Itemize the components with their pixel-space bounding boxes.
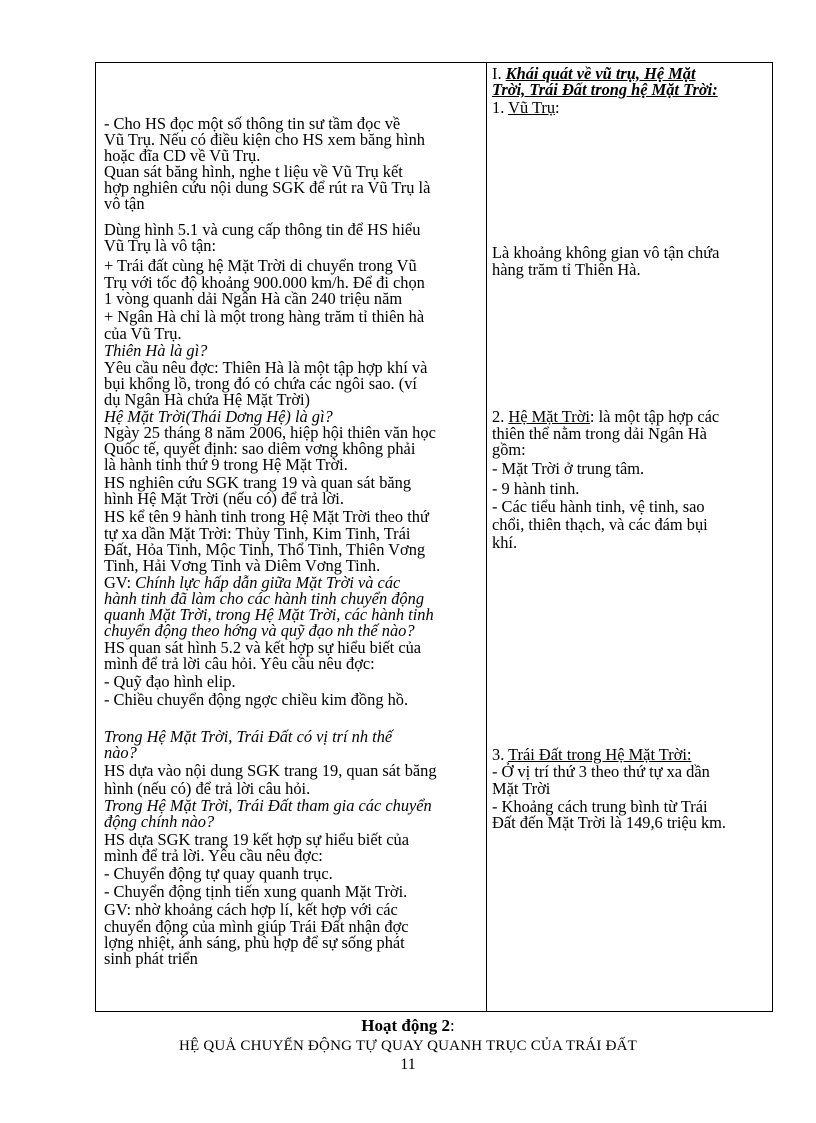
- text-line: Đất, Hỏa Tinh, Mộc Tinh, Thổ Tinh, Thiên Vơng: [104, 540, 426, 559]
- text-line: - Quỹ đạo hình elip.: [104, 672, 236, 691]
- text-line: hàng trăm tỉ Thiên Hà.: [492, 260, 641, 279]
- text-line: bụi khổng lồ, trong đó có chứa các ngôi sao. (ví: [104, 374, 417, 393]
- heading-prefix: I.: [492, 64, 506, 83]
- content-column: [487, 63, 772, 1011]
- text-line: chuyển động của mình giúp Trái Đất nhận đợc: [104, 917, 409, 936]
- gv-question: Chính lực hấp dẫn giữa Mặt Trời và các: [135, 573, 401, 592]
- text-line: - Ở vị trí thứ 3 theo thứ tự xa dần: [492, 762, 710, 781]
- text-line: 1 vòng quanh dải Ngân Hà cần 240 triệu năm: [104, 289, 403, 308]
- text-line: hoặc đĩa CD về Vũ Trụ.: [104, 146, 261, 165]
- text-line: chổi, thiên thạch, và các đám bụi: [492, 515, 708, 534]
- number: 2.: [492, 407, 509, 426]
- text-line: hình Hệ Mặt Trời (nếu có) để trả lời.: [104, 489, 344, 508]
- text-line: hợp nghiên cứu nội dung SGK để rút ra Vũ Trụ là: [104, 178, 431, 197]
- question-line: hành tinh đã làm cho các hành tinh chuyển động: [104, 589, 425, 608]
- text: : là một tập hợp các: [589, 407, 720, 426]
- text-line: hình (nếu có) để trả lời câu hỏi.: [104, 779, 311, 798]
- question-line: Hệ Mặt Trời(Thái Dơng Hệ) là gì?: [104, 407, 333, 426]
- text-line: Dùng hình 5.1 và cung cấp thông tin để HS hiểu: [104, 220, 421, 239]
- colon: :: [555, 98, 560, 117]
- title: Hệ Mặt Trời: [508, 407, 590, 426]
- text-line: - Khoảng cách trung bình từ Trái: [492, 797, 708, 816]
- text-line: sinh phát triển: [104, 949, 198, 968]
- text-line: mình để trả lời. Yêu cầu nêu đợc:: [104, 846, 323, 865]
- subsection-title: [492, 100, 560, 116]
- text-line: Tinh, Hải Vơng Tinh và Diêm Vơng Tinh.: [104, 556, 381, 575]
- subsection-title: [492, 747, 691, 763]
- text-line: HS dựa vào nội dung SGK trang 19, quan sát băng: [104, 761, 437, 780]
- text-line: - 9 hành tinh.: [492, 479, 580, 498]
- text-line: HS dựa SGK trang 19 kết hợp sự hiểu biết của: [104, 830, 410, 849]
- question-line: Trong Hệ Mặt Trời, Trái Đất có vị trí nh thế: [104, 727, 393, 746]
- text-line: Ngày 25 tháng 8 năm 2006, hiệp hội thiên văn học: [104, 423, 436, 442]
- gv-prefix: GV:: [104, 573, 136, 592]
- heading-text: Khái quát về vũ trụ, Hệ Mặt: [505, 64, 696, 83]
- text-line: của Vũ Trụ.: [104, 324, 182, 343]
- number: 3.: [492, 745, 509, 764]
- text-line: Vũ Trụ. Nếu có điều kiện cho HS xem băng hình: [104, 130, 425, 149]
- text-line: GV: nhờ khoảng cách hợp lí, kết hợp với các: [104, 900, 398, 919]
- text-line: mình để trả lời câu hỏi. Yêu cầu nêu đợc:: [104, 654, 375, 673]
- text-line: Là khoảng không gian vô tận chứa: [492, 243, 720, 262]
- text-line: Yêu cầu nêu đợc: Thiên Hà là một tập hợp khí và: [104, 358, 428, 377]
- question-line: quanh Mặt Trời, trong Hệ Mặt Trời, các hành tinh: [104, 605, 434, 624]
- activities-column: [96, 63, 487, 1011]
- text-line: là hành tinh thứ 9 trong Hệ Mặt Trời.: [104, 455, 348, 474]
- text-line: Vũ Trụ là vô tận:: [104, 236, 217, 255]
- text-line: tự xa dần Mặt Trời: Thủy Tinh, Kim Tinh, Trái: [104, 524, 411, 543]
- text-line: + Trái đất cùng hệ Mặt Trời di chuyển trong Vũ: [104, 256, 417, 275]
- text-line: - Chuyển động tịnh tiến xung quanh Mặt Trời.: [104, 882, 408, 901]
- text-line: HS kể tên 9 hành tinh trong Hệ Mặt Trời theo thứ: [104, 507, 429, 526]
- text-line: - Cho HS đọc một số thông tin sư tầm đọc về: [104, 114, 401, 133]
- subsection-title: [492, 409, 719, 425]
- question-line: động chính nào?: [104, 812, 215, 831]
- text-line: gồm:: [492, 440, 526, 459]
- text-line: Quan sát băng hình, nghe t liệu về Vũ Trụ kết: [104, 162, 403, 181]
- text-line: - Chuyển động tự quay quanh trục.: [104, 864, 333, 883]
- text-line: Mặt Trời: [492, 779, 551, 798]
- title: Trái Đất trong Hệ Mặt Trời:: [508, 745, 692, 764]
- question-line: chuyển động theo hớng và quỹ đạo nh thế nào?: [104, 621, 415, 640]
- text-line: + Ngân Hà chỉ là một trong hàng trăm tỉ thiên hà: [104, 307, 425, 326]
- text-line: thiên thể nằm trong dải Ngân Hà: [492, 424, 707, 443]
- text-line: HS quan sát hình 5.2 và kết hợp sự hiểu biết của: [104, 638, 422, 657]
- activity-colon: :: [450, 1016, 455, 1035]
- text-line: dụ Ngân Hà chứa Hệ Mặt Trời): [104, 390, 311, 409]
- text-line: HS nghiên cứu SGK trang 19 và quan sát băng: [104, 473, 412, 492]
- text-line: lợng nhiệt, ánh sáng, phù hợp để sự sống phát: [104, 933, 405, 952]
- activity-heading: [0, 1016, 816, 1036]
- activity-subtitle: HỆ QUẢ CHUYỂN ĐỘNG TỰ QUAY QUANH TRỤC CỦA TRÁI ĐẤT: [178, 1038, 638, 1054]
- page-number: 11: [400, 1056, 416, 1073]
- text-line: - Mặt Trời ở trung tâm.: [492, 459, 645, 478]
- text-line: vô tận: [104, 194, 145, 213]
- number: 1.: [492, 98, 509, 117]
- title: Vũ Trụ: [508, 98, 556, 117]
- text-line: Trụ với tốc độ khoảng 900.000 km/h. Để đi chọn: [104, 273, 425, 292]
- question-line: nào?: [104, 743, 137, 762]
- question-line: Thiên Hà là gì?: [104, 341, 208, 360]
- text-line: Quốc tế, quyết định: sao diêm vơng không phải: [104, 439, 416, 458]
- lesson-table: [95, 62, 773, 1012]
- section-heading-line2: Trời, Trái Đất trong hệ Mặt Trời:: [492, 80, 718, 99]
- text-line: khí.: [492, 533, 518, 552]
- text-line: Đất đến Mặt Trời là 149,6 triệu km.: [492, 813, 727, 832]
- text-line: - Các tiểu hành tinh, vệ tinh, sao: [492, 497, 705, 516]
- question-line: Trong Hệ Mặt Trời, Trái Đất tham gia các chuyển: [104, 796, 432, 815]
- activity-label: Hoạt động 2: [361, 1016, 451, 1035]
- text-line: - Chiều chuyển động ngợc chiều kim đồng hồ.: [104, 690, 409, 709]
